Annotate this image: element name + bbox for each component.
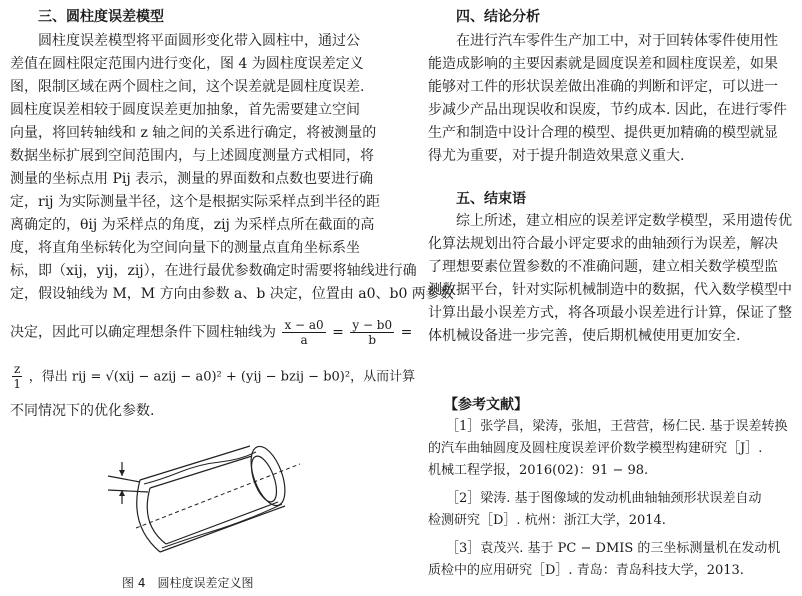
section-4-paragraph — [428, 30, 800, 168]
fraction-numerator: x − a0 — [284, 318, 324, 332]
inner-bottom-edge — [166, 502, 278, 544]
fraction-denominator: a — [300, 333, 308, 347]
reference-line: ［1］张学昌，梁涛，张旭，王营营，杨仁民. 基于误差转换 — [446, 419, 788, 434]
radius-equation-line — [10, 362, 415, 391]
actual-surface-bottom — [162, 504, 282, 548]
fraction-x — [282, 318, 325, 347]
fraction-denominator: b — [368, 333, 377, 347]
fraction-numerator: z — [14, 362, 21, 376]
text-line: 圆柱度误差模型将平面圆形变化带入圆柱中，通过公 — [38, 33, 360, 49]
fraction-denominator: 1 — [13, 377, 21, 391]
text-line: 化算法规划出符合最小评定要求的曲轴颈行为误差，解决 — [428, 236, 778, 252]
section-4-title: 四、结论分析 — [456, 9, 540, 25]
axis-equation-line — [10, 318, 412, 347]
reference-line: ［3］袁茂兴. 基于 PC − DMIS 的三坐标测量机在发动机 — [446, 541, 781, 556]
text-line: 圆柱度误差相较于圆度误差更加抽象，首先需要建立空间 — [10, 102, 360, 118]
text-line: 定，假设轴线为 M，M 方向由参数 a、b 决定，位置由 a0、b0 两参数 — [10, 286, 454, 302]
equals-sign: = — [400, 324, 413, 341]
section-5-paragraph — [428, 210, 800, 348]
text-line: 综上所述，建立相应的误差评定数学模型，采用遗传优 — [456, 213, 792, 229]
section-5-title: 五、结束语 — [456, 191, 526, 207]
paragraph-end — [10, 400, 386, 423]
text-line: 生产和制造中设计合理的模型、提供更加精确的模型就显 — [428, 125, 778, 141]
text-line: 测数据平台，针对实际机械制造中的数据，代入数学模型中 — [428, 282, 792, 298]
fraction-z — [12, 362, 22, 391]
inner-left-edge — [147, 488, 166, 544]
equation-prefix: 决定，因此可以确定理想条件下圆柱轴线为 — [10, 324, 276, 341]
section-3-paragraph — [10, 30, 454, 306]
text-line: 数据坐标扩展到空间范围内，与上述圆度测量方式相同，将 — [10, 148, 374, 164]
text-line: 计算出最小误差方式，将各项最小误差进行计算，保证了整 — [428, 305, 792, 321]
text-line: 图，限制区域在两个圆柱之间，这个误差就是圆柱度误差. — [10, 79, 365, 95]
text-line: 差值在圆柱限定范围内进行变化，图 4 为圆柱度误差定义 — [10, 56, 364, 72]
text-line: 定，rij 为实际测量半径，这个是根据实际采样点到半径的距 — [10, 194, 380, 210]
text-line: 能够对工件的形状误差做出准确的判断和评定，可以进一 — [428, 79, 778, 95]
equals-sign: = — [332, 324, 344, 341]
text-line: 标，即（xij，yij，zij），在进行最优参数确定时需要将轴线进行确 — [10, 263, 417, 279]
fraction-y — [350, 318, 394, 347]
references-title: 【参考文献】 — [444, 397, 528, 413]
tolerance-line-top — [108, 476, 140, 482]
text-line: 度，将直角坐标转化为空间向量下的测量点直角坐标系坐 — [10, 240, 360, 256]
reference-line: 质检中的应用研究［D］. 青岛：青岛科技大学，2013. — [428, 563, 744, 578]
tolerance-line-bottom — [108, 490, 148, 492]
text-line: 离确定的，θij 为采样点的角度，zij 为采样点所在截面的高 — [10, 217, 375, 233]
section-3-title: 三、圆柱度误差模型 — [38, 9, 164, 25]
radius-formula: ，得出 rij = √(xij − azij − a0)² + (yij − bzij − b0)²，从而计算 — [28, 369, 416, 385]
outer-top-edge — [140, 446, 250, 480]
fraction-numerator: y − b0 — [352, 318, 393, 332]
reference-line: ［2］梁涛. 基于图像域的发动机曲轴轴颈形状误差自动 — [446, 491, 762, 506]
cylinder-figure — [100, 440, 310, 568]
text-line: 不同情况下的优化参数. — [10, 403, 155, 419]
text-line: 测量的坐标点用 Pij 表示，测量的界面数和点数也要进行确 — [10, 171, 374, 187]
actual-surface-top — [144, 452, 256, 484]
figure-caption: 图 4 圆柱度误差定义图 — [122, 576, 254, 590]
text-line: 体机械设备进一步完善，使后期机械使用更加安全. — [428, 328, 741, 344]
text-line: 得尤为重要，对于提升制造效果意义重大. — [428, 148, 685, 164]
text-line: 在进行汽车零件生产加工中，对于回转体零件使用性 — [456, 33, 778, 49]
outer-bottom-edge — [160, 506, 285, 552]
text-line: 步减少产品出现误收和误废，节约成本. 因此，在进行零件 — [428, 102, 787, 118]
reference-line: 的汽车曲轴圆度及圆柱度误差评价数学模型构建研究［J］. — [428, 441, 763, 456]
arrowhead — [119, 470, 125, 476]
reference-line: 检测研究［D］. 杭州：浙江大学，2014. — [428, 513, 666, 528]
text-line: 了理想要素位置参数的不准确问题，建立相关数学模型监 — [428, 259, 778, 275]
text-line: 向量，将回转轴线和 z 轴之间的关系进行确定，将被测量的 — [10, 125, 377, 141]
text-line: 能造成影响的主要因素就是圆度误差和圆柱度误差，如果 — [428, 56, 778, 72]
reference-line: 机械工程学报，2016(02)：91 − 98. — [428, 463, 649, 478]
references-list — [428, 416, 800, 582]
